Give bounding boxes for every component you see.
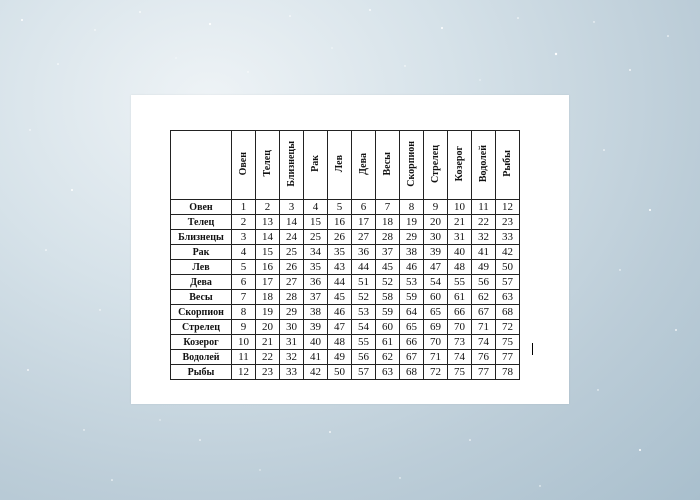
table-cell: 33 bbox=[280, 365, 304, 380]
table-cell: 41 bbox=[304, 350, 328, 365]
table-cell: 53 bbox=[352, 305, 376, 320]
table-cell: 71 bbox=[472, 320, 496, 335]
table-cell: 44 bbox=[352, 260, 376, 275]
table-cell: 40 bbox=[304, 335, 328, 350]
table-cell: 68 bbox=[496, 305, 520, 320]
table-cell: 5 bbox=[328, 200, 352, 215]
table-cell: 22 bbox=[472, 215, 496, 230]
table-cell: 44 bbox=[328, 275, 352, 290]
column-header-label: Лев bbox=[333, 154, 345, 173]
table-cell: 63 bbox=[376, 365, 400, 380]
row-header: Дева bbox=[171, 275, 232, 290]
table-cell: 40 bbox=[448, 245, 472, 260]
table-cell: 74 bbox=[448, 350, 472, 365]
table-cell: 50 bbox=[496, 260, 520, 275]
table-cell: 72 bbox=[424, 365, 448, 380]
table-row bbox=[171, 320, 520, 335]
table-body bbox=[171, 200, 520, 380]
table-cell: 30 bbox=[424, 230, 448, 245]
table-cell: 78 bbox=[496, 365, 520, 380]
table-cell: 15 bbox=[256, 245, 280, 260]
table-cell: 10 bbox=[448, 200, 472, 215]
row-header: Лев bbox=[171, 260, 232, 275]
table-row bbox=[171, 245, 520, 260]
column-header-label: Телец bbox=[261, 150, 273, 177]
table-cell: 66 bbox=[448, 305, 472, 320]
table-cell: 19 bbox=[400, 215, 424, 230]
table-cell: 67 bbox=[400, 350, 424, 365]
table-cell: 14 bbox=[280, 215, 304, 230]
row-header: Овен bbox=[171, 200, 232, 215]
table-row bbox=[171, 215, 520, 230]
table-row bbox=[171, 335, 520, 350]
row-header: Водолей bbox=[171, 350, 232, 365]
column-header bbox=[424, 131, 448, 200]
table-row bbox=[171, 230, 520, 245]
table-cell: 4 bbox=[232, 245, 256, 260]
table-cell: 21 bbox=[448, 215, 472, 230]
table-cell: 15 bbox=[304, 215, 328, 230]
table-cell: 3 bbox=[232, 230, 256, 245]
table-cell: 8 bbox=[400, 200, 424, 215]
column-header bbox=[304, 131, 328, 200]
table-cell: 54 bbox=[424, 275, 448, 290]
column-header-label: Скорпион bbox=[405, 140, 417, 187]
table-cell: 74 bbox=[472, 335, 496, 350]
column-header-label: Овен bbox=[237, 151, 249, 176]
table-row bbox=[171, 350, 520, 365]
table-cell: 70 bbox=[448, 320, 472, 335]
table-cell: 50 bbox=[328, 365, 352, 380]
table-cell: 13 bbox=[256, 215, 280, 230]
column-header bbox=[328, 131, 352, 200]
table-cell: 8 bbox=[232, 305, 256, 320]
table-cell: 70 bbox=[424, 335, 448, 350]
table-cell: 45 bbox=[376, 260, 400, 275]
table-row bbox=[171, 200, 520, 215]
table-cell: 20 bbox=[256, 320, 280, 335]
column-header-label: Близнецы bbox=[285, 140, 297, 187]
row-header: Стрелец bbox=[171, 320, 232, 335]
table-cell: 38 bbox=[400, 245, 424, 260]
row-header: Телец bbox=[171, 215, 232, 230]
table-cell: 57 bbox=[496, 275, 520, 290]
table-cell: 61 bbox=[448, 290, 472, 305]
table-cell: 18 bbox=[256, 290, 280, 305]
table-cell: 27 bbox=[280, 275, 304, 290]
table-cell: 46 bbox=[400, 260, 424, 275]
table-cell: 65 bbox=[424, 305, 448, 320]
table-row bbox=[171, 275, 520, 290]
table-cell: 58 bbox=[376, 290, 400, 305]
table-cell: 68 bbox=[400, 365, 424, 380]
table-cell: 56 bbox=[352, 350, 376, 365]
table-cell: 32 bbox=[472, 230, 496, 245]
row-header: Скорпион bbox=[171, 305, 232, 320]
text-cursor bbox=[532, 343, 533, 355]
table-cell: 10 bbox=[232, 335, 256, 350]
table-cell: 31 bbox=[280, 335, 304, 350]
table-cell: 7 bbox=[376, 200, 400, 215]
table-cell: 55 bbox=[448, 275, 472, 290]
table-cell: 55 bbox=[352, 335, 376, 350]
column-header bbox=[496, 131, 520, 200]
table-cell: 26 bbox=[328, 230, 352, 245]
table-cell: 2 bbox=[232, 215, 256, 230]
table-cell: 36 bbox=[352, 245, 376, 260]
table-cell: 62 bbox=[376, 350, 400, 365]
table-cell: 35 bbox=[328, 245, 352, 260]
table-cell: 59 bbox=[376, 305, 400, 320]
table-cell: 64 bbox=[400, 305, 424, 320]
column-header-label: Рыбы bbox=[501, 150, 513, 177]
table-cell: 33 bbox=[496, 230, 520, 245]
column-header bbox=[256, 131, 280, 200]
table-cell: 76 bbox=[472, 350, 496, 365]
table-header-row bbox=[171, 131, 520, 200]
table-corner-cell bbox=[171, 131, 232, 200]
column-header-label: Стрелец bbox=[429, 144, 441, 183]
table-cell: 29 bbox=[400, 230, 424, 245]
table-cell: 25 bbox=[280, 245, 304, 260]
table-cell: 75 bbox=[448, 365, 472, 380]
table-cell: 48 bbox=[328, 335, 352, 350]
table-cell: 32 bbox=[280, 350, 304, 365]
table-cell: 1 bbox=[232, 200, 256, 215]
table-cell: 25 bbox=[304, 230, 328, 245]
table-cell: 69 bbox=[424, 320, 448, 335]
table-cell: 36 bbox=[304, 275, 328, 290]
table-cell: 39 bbox=[424, 245, 448, 260]
table-cell: 7 bbox=[232, 290, 256, 305]
table-cell: 4 bbox=[304, 200, 328, 215]
table-cell: 60 bbox=[376, 320, 400, 335]
table-row bbox=[171, 305, 520, 320]
column-header bbox=[280, 131, 304, 200]
table-cell: 3 bbox=[280, 200, 304, 215]
table-cell: 54 bbox=[352, 320, 376, 335]
table-cell: 57 bbox=[352, 365, 376, 380]
column-header bbox=[472, 131, 496, 200]
table-cell: 65 bbox=[400, 320, 424, 335]
table-cell: 27 bbox=[352, 230, 376, 245]
table-cell: 12 bbox=[232, 365, 256, 380]
column-header-label: Весы bbox=[381, 151, 393, 176]
table-cell: 42 bbox=[496, 245, 520, 260]
table-cell: 49 bbox=[472, 260, 496, 275]
table-cell: 38 bbox=[304, 305, 328, 320]
document-page bbox=[131, 95, 569, 404]
table-cell: 59 bbox=[400, 290, 424, 305]
table-cell: 5 bbox=[232, 260, 256, 275]
table-row bbox=[171, 365, 520, 380]
table-cell: 11 bbox=[232, 350, 256, 365]
column-header bbox=[400, 131, 424, 200]
table-cell: 16 bbox=[328, 215, 352, 230]
column-header bbox=[352, 131, 376, 200]
table-cell: 17 bbox=[352, 215, 376, 230]
table-cell: 31 bbox=[448, 230, 472, 245]
table-cell: 37 bbox=[304, 290, 328, 305]
table-cell: 34 bbox=[304, 245, 328, 260]
row-header: Козерог bbox=[171, 335, 232, 350]
table-cell: 23 bbox=[496, 215, 520, 230]
table-cell: 66 bbox=[400, 335, 424, 350]
table-cell: 14 bbox=[256, 230, 280, 245]
table-cell: 71 bbox=[424, 350, 448, 365]
table-cell: 16 bbox=[256, 260, 280, 275]
column-header bbox=[448, 131, 472, 200]
table-cell: 47 bbox=[328, 320, 352, 335]
table-cell: 19 bbox=[256, 305, 280, 320]
table-cell: 41 bbox=[472, 245, 496, 260]
column-header bbox=[232, 131, 256, 200]
table-cell: 61 bbox=[376, 335, 400, 350]
table-cell: 2 bbox=[256, 200, 280, 215]
table-cell: 47 bbox=[424, 260, 448, 275]
table-cell: 60 bbox=[424, 290, 448, 305]
table-cell: 20 bbox=[424, 215, 448, 230]
table-cell: 26 bbox=[280, 260, 304, 275]
table-cell: 17 bbox=[256, 275, 280, 290]
table-cell: 72 bbox=[496, 320, 520, 335]
table-cell: 9 bbox=[232, 320, 256, 335]
row-header: Близнецы bbox=[171, 230, 232, 245]
table-cell: 48 bbox=[448, 260, 472, 275]
table-cell: 29 bbox=[280, 305, 304, 320]
table-cell: 75 bbox=[496, 335, 520, 350]
table-cell: 49 bbox=[328, 350, 352, 365]
table-cell: 56 bbox=[472, 275, 496, 290]
row-header: Весы bbox=[171, 290, 232, 305]
table-cell: 77 bbox=[496, 350, 520, 365]
table-cell: 21 bbox=[256, 335, 280, 350]
table-cell: 24 bbox=[280, 230, 304, 245]
table-cell: 30 bbox=[280, 320, 304, 335]
column-header-label: Козерог bbox=[453, 145, 465, 182]
table-cell: 67 bbox=[472, 305, 496, 320]
column-header-label: Рак bbox=[309, 155, 321, 172]
table-row bbox=[171, 290, 520, 305]
table-cell: 46 bbox=[328, 305, 352, 320]
table-cell: 12 bbox=[496, 200, 520, 215]
table-cell: 6 bbox=[352, 200, 376, 215]
row-header: Рыбы bbox=[171, 365, 232, 380]
table-row bbox=[171, 260, 520, 275]
table-cell: 73 bbox=[448, 335, 472, 350]
table-cell: 63 bbox=[496, 290, 520, 305]
table-cell: 28 bbox=[376, 230, 400, 245]
table-cell: 28 bbox=[280, 290, 304, 305]
zodiac-compatibility-table bbox=[170, 130, 520, 380]
table-cell: 52 bbox=[352, 290, 376, 305]
table-cell: 6 bbox=[232, 275, 256, 290]
table-cell: 77 bbox=[472, 365, 496, 380]
table-cell: 37 bbox=[376, 245, 400, 260]
table-cell: 45 bbox=[328, 290, 352, 305]
column-header bbox=[376, 131, 400, 200]
table-cell: 42 bbox=[304, 365, 328, 380]
table-cell: 62 bbox=[472, 290, 496, 305]
table-cell: 23 bbox=[256, 365, 280, 380]
table-cell: 22 bbox=[256, 350, 280, 365]
table-cell: 53 bbox=[400, 275, 424, 290]
table-cell: 43 bbox=[328, 260, 352, 275]
table-cell: 51 bbox=[352, 275, 376, 290]
table-cell: 52 bbox=[376, 275, 400, 290]
table-cell: 18 bbox=[376, 215, 400, 230]
table-cell: 9 bbox=[424, 200, 448, 215]
table-cell: 11 bbox=[472, 200, 496, 215]
table-cell: 35 bbox=[304, 260, 328, 275]
row-header: Рак bbox=[171, 245, 232, 260]
column-header-label: Дева bbox=[357, 152, 369, 175]
column-header-label: Водолей bbox=[477, 144, 489, 183]
table-cell: 39 bbox=[304, 320, 328, 335]
